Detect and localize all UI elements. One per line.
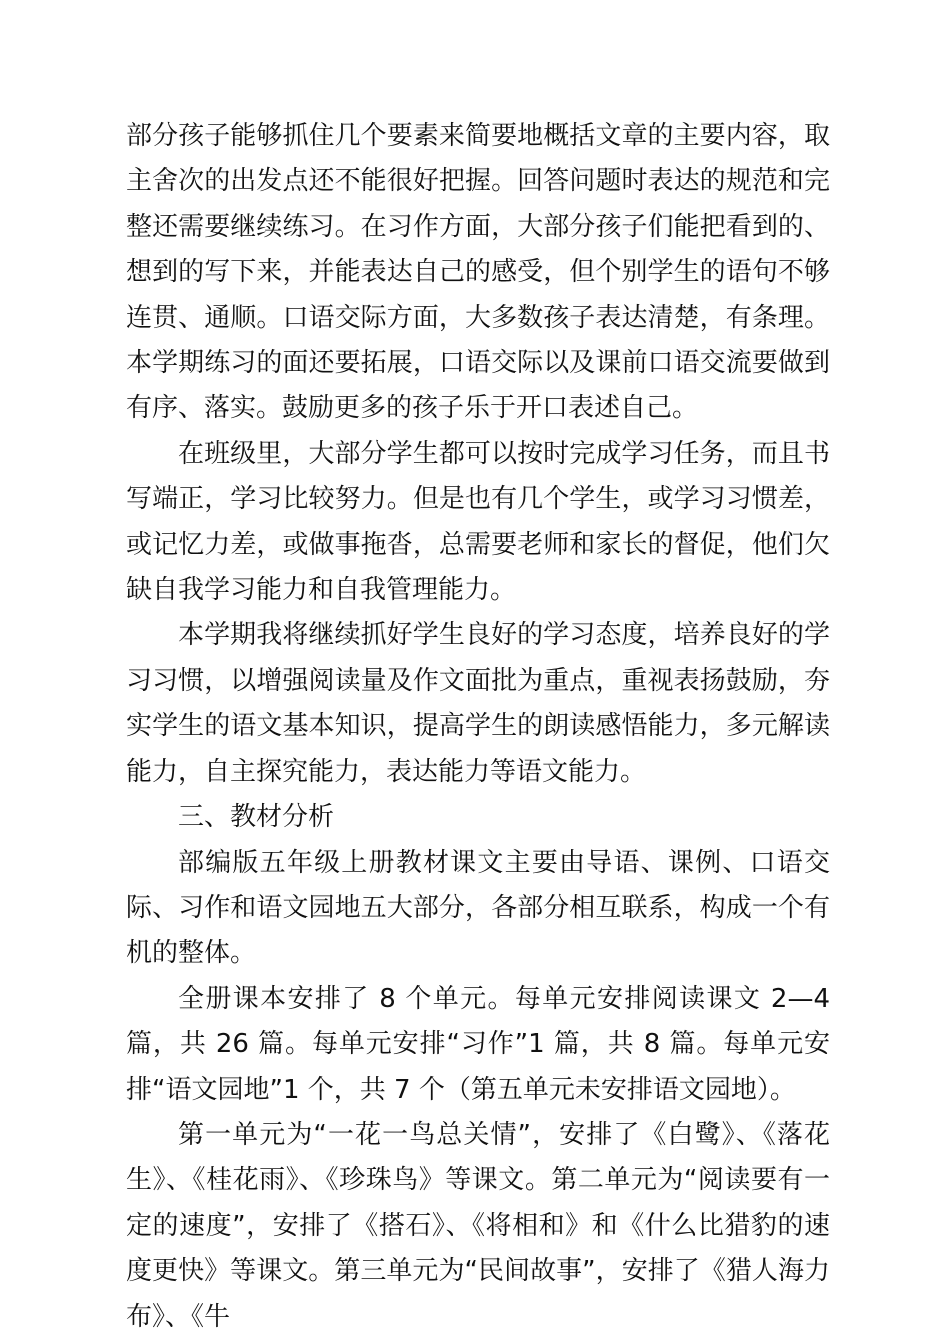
paragraph-unit-arrangement: 全册课本安排了 8 个单元。每单元安排阅读课文 2—4 篇，共 26 篇。每单元安排“习作”1 篇，共 8 篇。每单元安排“语文园地”1 个，共 7 个（第五单元未安排语文园地）。: [126, 983, 839, 1105]
paragraph-textbook-structure: 部编版五年级上册教材课文主要由导语、课例、口语交际、习作和语文园地五大部分，各部分相互联系，构成一个有机的整体。: [126, 847, 830, 969]
section-heading-textbook-analysis: 三、教材分析: [178, 802, 335, 833]
paragraph-unit-contents: 第一单元为“一花一鸟总关情”，安排了《白鹭》、《落花生》、《桂花雨》、《珍珠鸟》等课文。第二单元为“阅读要有一定的速度”，安排了《搭石》、《将相和》和《什么比猎豹的速度更快》等课文。第三单元为“民间故事”，安排了《猎人海力布》、《牛: [126, 1119, 830, 1332]
paragraph-semester-goals: 本学期我将继续抓好学生良好的学习态度，培养良好的学习习惯，以增强阅读量及作文面批为重点，重视表扬鼓励，夯实学生的语文基本知识，提高学生的朗读感悟能力，多元解读能力，自主探究能力，表达能力等语文能力。: [126, 620, 830, 787]
paragraph-class-habits: 在班级里，大部分学生都可以按时完成学习任务，而且书写端正，学习比较努力。但是也有几个学生，或学习习惯差，或记忆力差，或做事拖沓，总需要老师和家长的督促，他们欠缺自我学习能力和自我管理能力。: [126, 438, 830, 606]
paragraph-student-expression: 部分孩子能够抓住几个要素来简要地概括文章的主要内容，取主舍次的出发点还不能很好把握。回答问题时表达的规范和完整还需要继续练习。在习作方面，大部分孩子们能把看到的、想到的写下来，并能表达自己的感受，但个别学生的语句不够连贯、通顺。口语交际方面，大多数孩子表达清楚，有条理。本学期练习的面还要拓展，口语交际以及课前口语交流要做到有序、落实。鼓励更多的孩子乐于开口表述自己。: [126, 121, 830, 424]
document-page: [126, 114, 839, 1340]
